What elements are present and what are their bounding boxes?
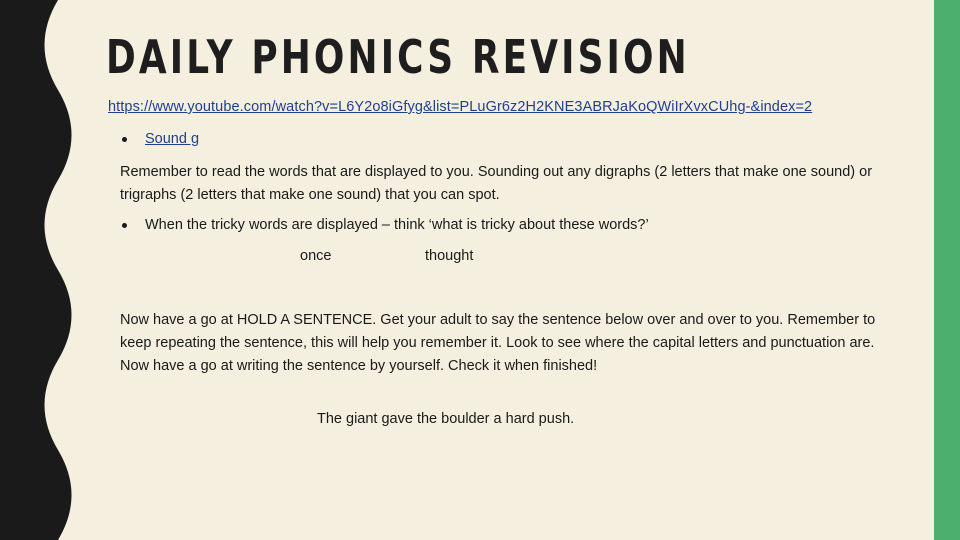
right-border-gap — [926, 0, 934, 540]
tricky-words-instruction: When the tricky words are displayed – think ‘what is tricky about these words?’ — [145, 217, 649, 233]
right-accent-bar — [934, 0, 960, 540]
sound-g-link[interactable]: Sound g — [145, 131, 200, 147]
bullet-dot — [122, 137, 127, 142]
page-title: DAILY PHONICS REVISION — [106, 30, 690, 84]
bullet-dot — [122, 223, 127, 228]
wavy-left-border — [0, 0, 80, 540]
instruction-paragraph-2: Now have a go at HOLD A SENTENCE. Get your adult to say the sentence below over and over to you. Remember to keep repeating the sentence, this will help you remember it. Look to see where the capital letters and punctuation are. Now have a go at writing the sentence by yourself. Check it when finished! — [120, 312, 876, 374]
hold-a-sentence-text: The giant gave the boulder a hard push. — [317, 411, 575, 427]
bullet-tricky-words — [120, 217, 649, 233]
bullet-sound-g — [120, 131, 199, 147]
tricky-word-thought: thought — [425, 248, 474, 264]
video-link[interactable]: https://www.youtube.com/watch?v=L6Y2o8iGfyg&list=PLuGr6z2H2KNE3ABRJaKoQWiIrXvxCUhg-&index=2 — [108, 99, 813, 115]
tricky-word-once: once — [300, 248, 332, 264]
instruction-paragraph-1: Remember to read the words that are displayed to you. Sounding out any digraphs (2 letters that make one sound) or trigraphs (2 letters that make one sound) that you can spot. — [120, 164, 873, 203]
